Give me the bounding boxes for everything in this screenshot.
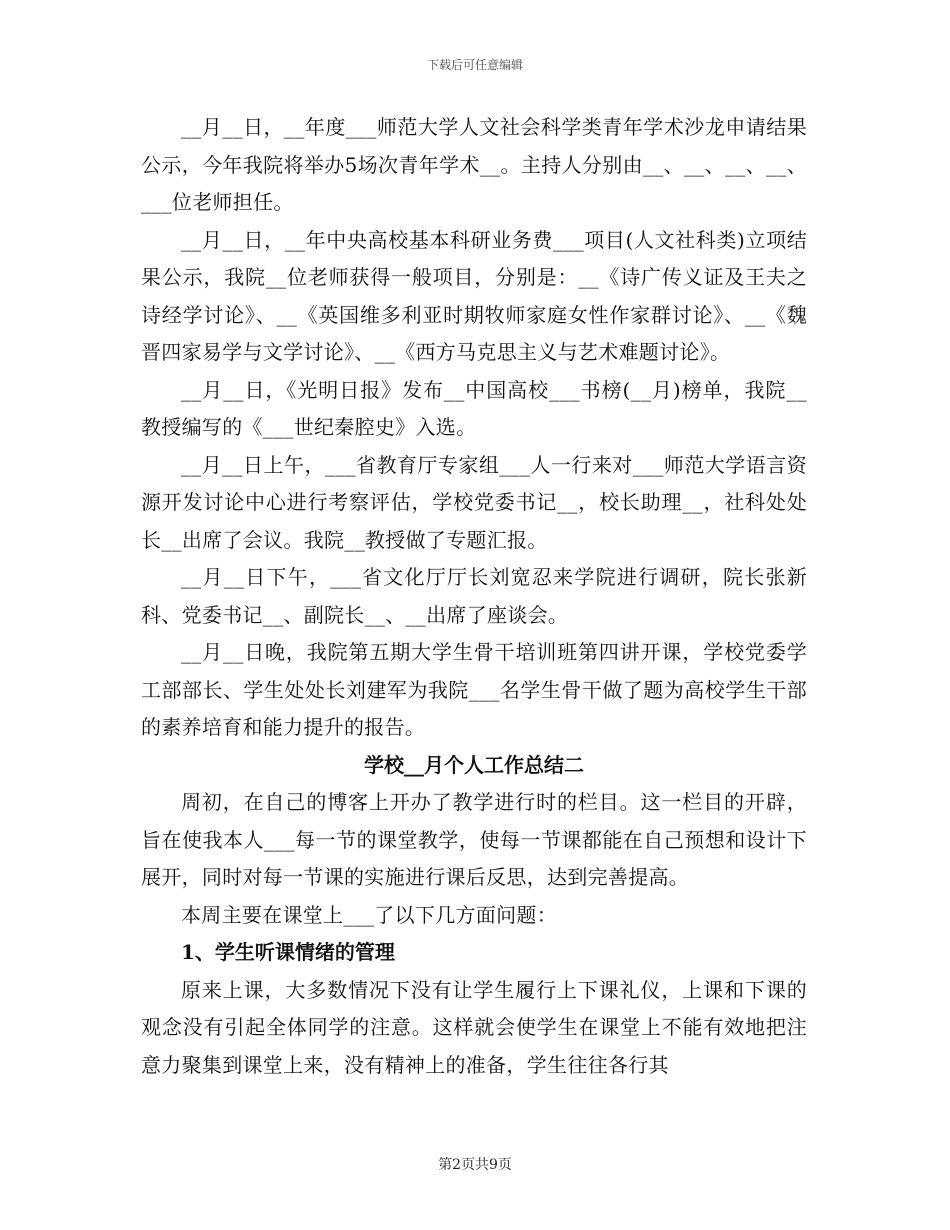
final-paragraph: 原来上课，大多数情况下没有让学生履行上下课礼仪，上课和下课的观念没有引起全体同学的注意。这样就会使学生在课堂上不能有效地把注意力聚集到课堂上来，没有精神上的准备，学生往往各行其 <box>141 977 807 1077</box>
document-body <box>141 109 807 1084</box>
paragraph-6: __月__日晚，我院第五期大学生骨干培训班第四讲开课，学校党委学工部部长、学生处处长刘建军为我院___名学生骨干做了题为高校学生干部的素养培育和能力提升的报告。 <box>141 640 807 739</box>
subheading: 1、学生听课情绪的管理 <box>181 940 395 964</box>
paragraph-2: __月__日，__年中央高校基本科研业务费___项目(人文社科类)立项结果公示，我院__位老师获得一般项目，分别是：__《诗广传义证及王夫之诗经学讨论》、__《英国维多利亚时期牧师家庭女性作家群讨论》、__《魏晋四家易学与文学讨论》、__《西方马克思主义与艺术难题讨论》。 <box>141 227 807 364</box>
section-paragraph-2: 本周主要在课堂上___了以下几方面问题： <box>181 902 557 927</box>
paragraph-5: __月__日下午，___省文化厅厅长刘宽忍来学院进行调研，院长张新科、党委书记__、副院长__、__出席了座谈会。 <box>141 565 807 627</box>
paragraph-1: __月__日，__年度___师范大学人文社会科学类青年学术沙龙申请结果公示，今年我院将举办5场次青年学术__。主持人分别由__、__、__、__、___位老师担任。 <box>141 115 807 214</box>
paragraph-4: __月__日上午，___省教育厅专家组___人一行来对___师范大学语言资源开发讨论中心进行考察评估，学校党委书记__，校长助理__，社科处处长__出席了会议。我院__教授做了专题汇报。 <box>141 452 807 552</box>
section-paragraph-1: 周初，在自己的博客上开办了教学进行时的栏目。这一栏目的开辟，旨在使我本人___每一节的课堂教学，使每一节课都能在自己预想和设计下展开，同时对每一节课的实施进行课后反思，达到完善提高。 <box>141 790 807 889</box>
page-footer: 第2页共9页 <box>438 1157 512 1173</box>
paragraph-3: __月__日，《光明日报》发布__中国高校___书榜(__月)榜单，我院__教授编写的《___世纪秦腔史》入选。 <box>141 377 807 439</box>
page-header: 下载后可任意编辑 <box>426 58 523 72</box>
section-title: 学校__月个人工作总结二 <box>364 752 584 777</box>
